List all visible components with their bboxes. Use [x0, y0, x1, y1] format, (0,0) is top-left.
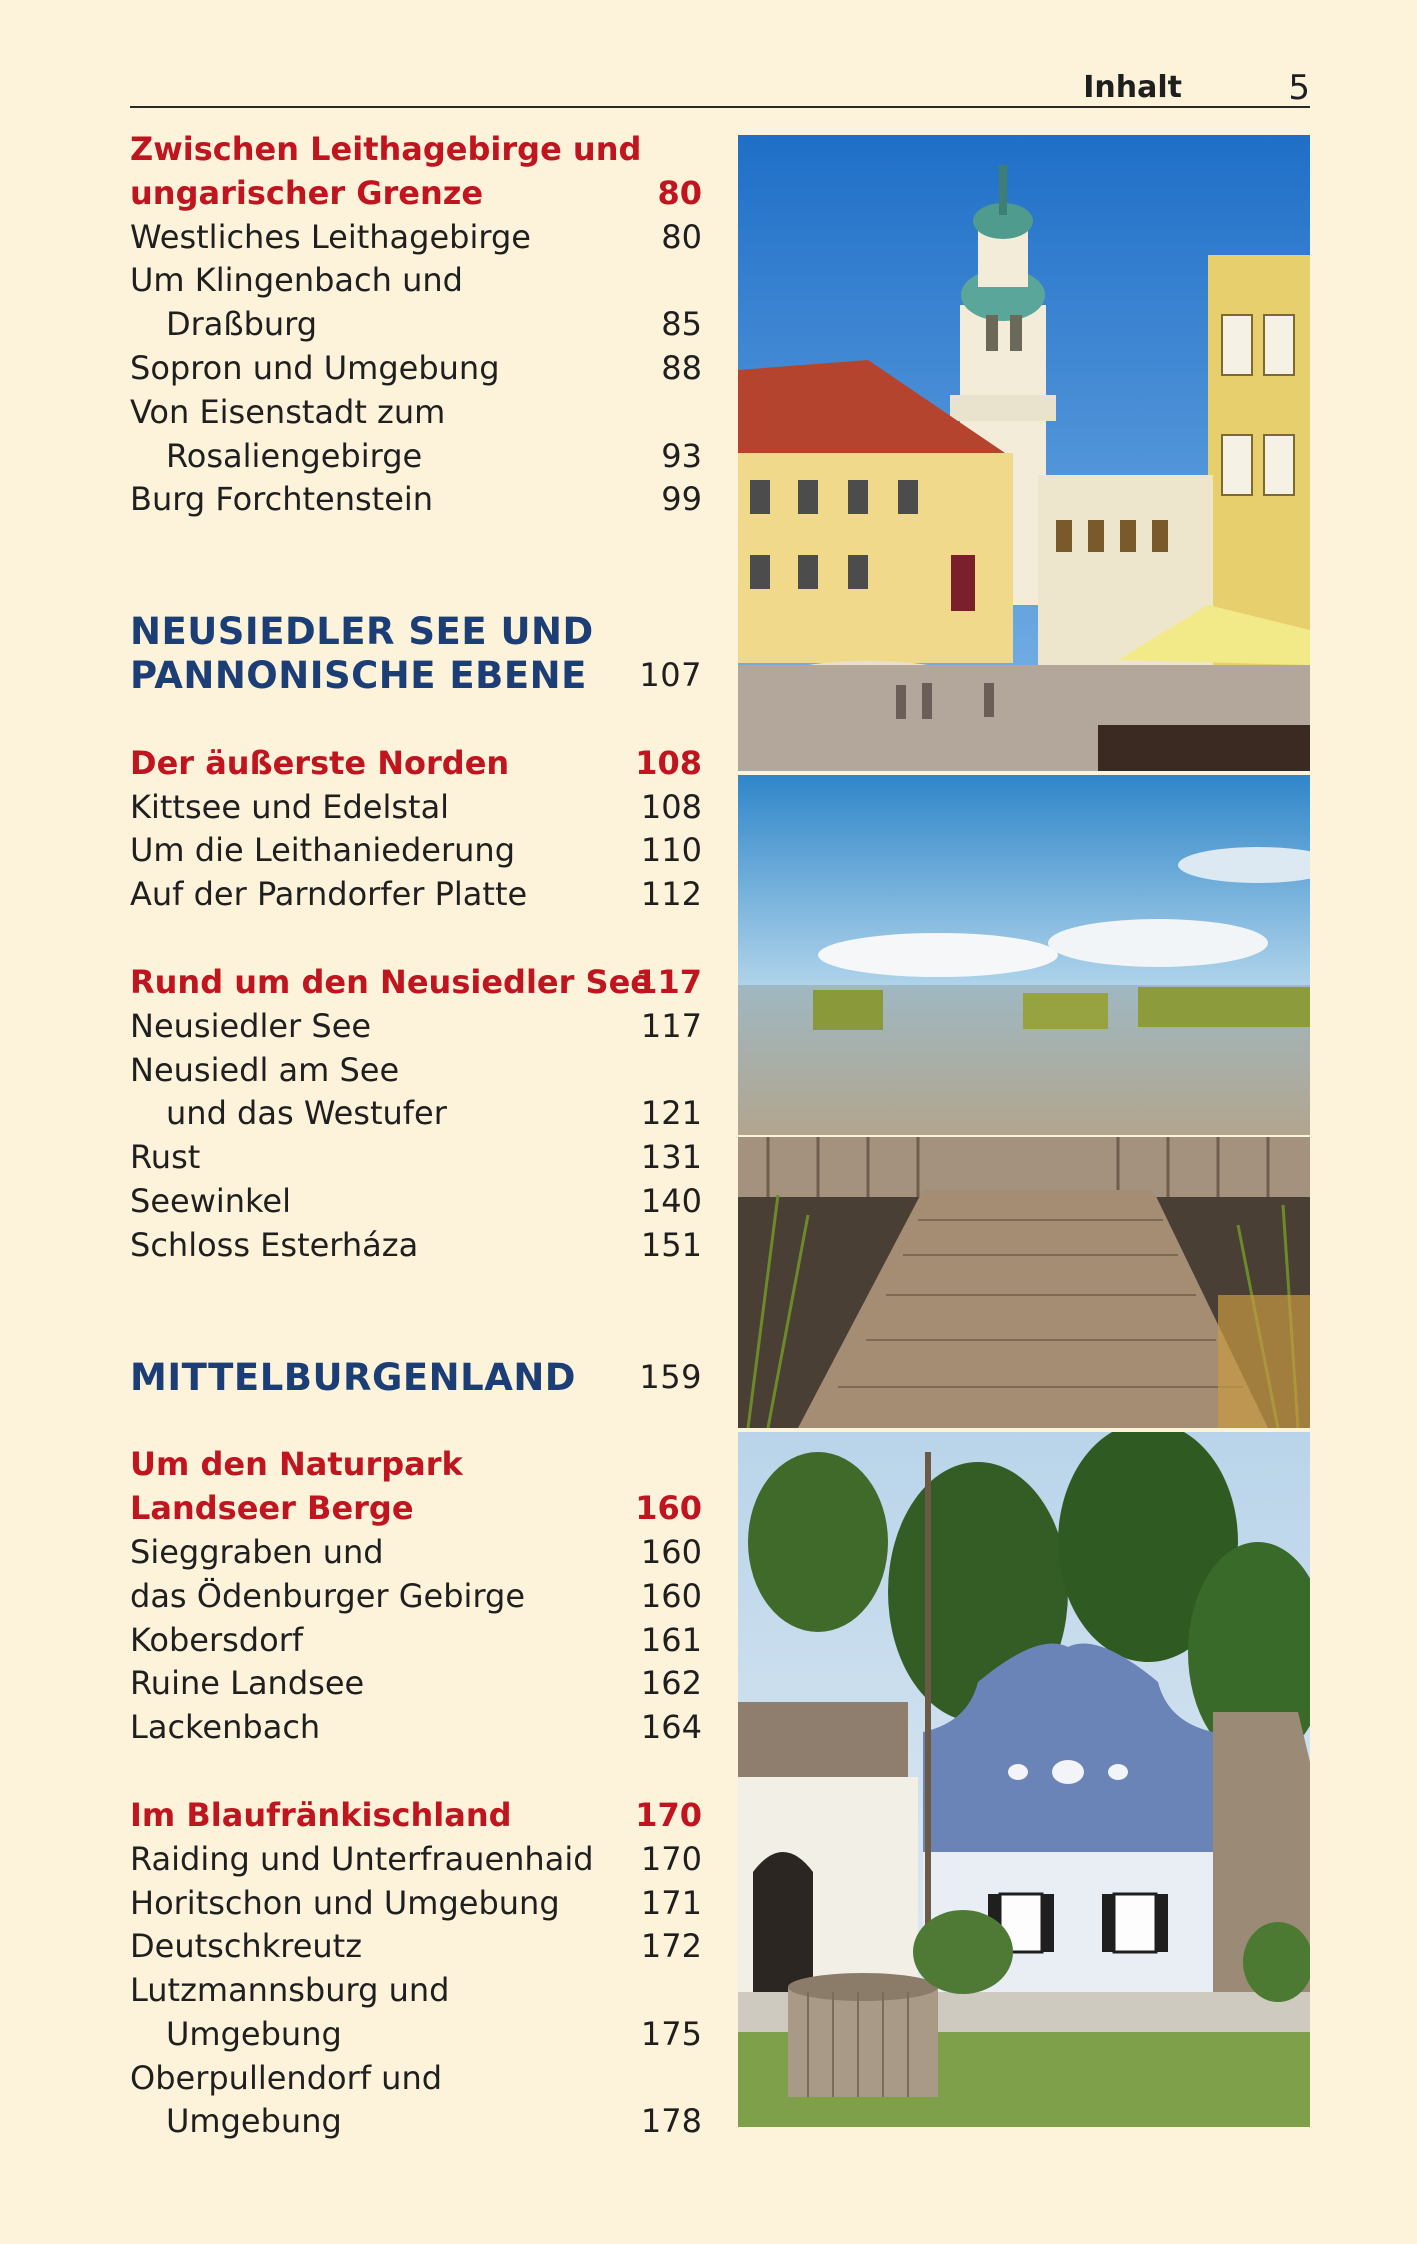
toc-page-number: 162 [640, 1664, 702, 1703]
toc-spacer [130, 1750, 702, 1794]
toc-entry-row[interactable] [130, 216, 702, 260]
toc-chapter-row[interactable] [130, 654, 702, 698]
toc-page-number: 80 [657, 173, 702, 212]
toc-entry-row[interactable] [130, 1662, 702, 1706]
lake-jetty-photo [738, 775, 1310, 1428]
toc-section-row[interactable] [130, 1443, 702, 1487]
toc-entry-row[interactable] [130, 1049, 702, 1093]
toc-entry-row[interactable] [130, 1180, 702, 1224]
toc-spacer [130, 1268, 702, 1356]
toc-title: Raiding und Unterfrauenhaid [130, 1839, 594, 1878]
toc-title: Sieggraben und [130, 1532, 384, 1571]
toc-title: Kittsee und Edelstal [130, 787, 450, 826]
toc-entry-row[interactable] [130, 478, 702, 522]
toc-page-number: 160 [640, 1532, 702, 1571]
toc-title: Lutzmannsburg und [130, 1971, 450, 2010]
toc-entry-row[interactable] [130, 1575, 702, 1619]
toc-title: Um die Leithaniederung [130, 831, 515, 870]
toc-page-number: 151 [640, 1225, 702, 1264]
page-number: 5 [1288, 68, 1310, 108]
toc-title: Horitschon und Umgebung [130, 1883, 560, 1922]
toc-page-number: 88 [661, 348, 702, 387]
toc-page-number: 117 [640, 1006, 702, 1045]
toc-title: Zwischen Leithagebirge und [130, 130, 642, 168]
toc-title: Westliches Leithagebirge [130, 217, 531, 256]
town-square-with-tower-photo [738, 135, 1310, 771]
toc-chapter-row[interactable] [130, 610, 702, 654]
toc-title: MITTELBURGENLAND [130, 1355, 577, 1399]
toc-page-number: 99 [661, 480, 702, 519]
toc-entry-row[interactable] [130, 1224, 702, 1268]
toc-title: Sopron und Umgebung [130, 348, 500, 387]
toc-section-row[interactable] [130, 961, 702, 1005]
toc-page-number: 170 [640, 1839, 702, 1878]
table-of-contents [130, 128, 702, 2144]
toc-entry-row[interactable] [130, 435, 702, 479]
toc-title: Umgebung [166, 2102, 342, 2141]
toc-entry-row[interactable] [130, 829, 702, 873]
toc-entry-row[interactable] [130, 1969, 702, 2013]
toc-entry-row[interactable] [130, 1882, 702, 1926]
toc-title: Umgebung [166, 2014, 342, 2053]
toc-title: Ruine Landsee [130, 1664, 365, 1703]
toc-title: und das Westufer [166, 1094, 447, 1133]
toc-title: Von Eisenstadt zum [130, 392, 446, 431]
toc-title: PANNONISCHE EBENE [130, 653, 587, 697]
toc-entry-row[interactable] [130, 303, 702, 347]
toc-entry-row[interactable] [130, 1838, 702, 1882]
toc-page-number: 80 [661, 217, 702, 256]
toc-page-number: 117 [635, 962, 702, 1001]
toc-title: ungarischer Grenze [130, 173, 484, 212]
toc-page-number: 140 [640, 1181, 702, 1220]
toc-entry-row[interactable] [130, 1706, 702, 1750]
toc-title: Landseer Berge [130, 1489, 414, 1528]
toc-page-number: 107 [639, 655, 702, 694]
toc-title: NEUSIEDLER SEE UND [130, 610, 594, 654]
toc-entry-row[interactable] [130, 1619, 702, 1663]
toc-page-number: 93 [661, 436, 702, 475]
toc-entry-row[interactable] [130, 2057, 702, 2101]
toc-title: Deutschkreutz [130, 1927, 362, 1966]
toc-entry-row[interactable] [130, 1092, 702, 1136]
toc-title: Draßburg [166, 305, 318, 344]
toc-title: Der äußerste Norden [130, 743, 510, 782]
toc-page-number: 170 [635, 1795, 702, 1834]
toc-page-number: 110 [640, 831, 702, 870]
toc-title: Um den Naturpark [130, 1445, 463, 1484]
toc-entry-row[interactable] [130, 1925, 702, 1969]
toc-chapter-row[interactable] [130, 1356, 702, 1400]
toc-title: Kobersdorf [130, 1620, 304, 1659]
toc-spacer [130, 522, 702, 610]
toc-page-number: 160 [635, 1489, 702, 1528]
toc-page-number: 108 [640, 787, 702, 826]
toc-title: Neusiedler See [130, 1006, 372, 1045]
toc-entry-row[interactable] [130, 786, 702, 830]
toc-spacer [130, 917, 702, 961]
section-title: Inhalt [1083, 70, 1182, 105]
toc-section-row[interactable] [130, 742, 702, 786]
toc-section-row[interactable] [130, 1487, 702, 1531]
toc-page-number: 85 [661, 305, 702, 344]
toc-entry-row[interactable] [130, 873, 702, 917]
toc-title: Rund um den Neusiedler See [130, 962, 652, 1001]
toc-page-number: 164 [640, 1708, 702, 1747]
toc-entry-row[interactable] [130, 347, 702, 391]
toc-title: Auf der Parndorfer Platte [130, 875, 528, 914]
toc-page-number: 131 [640, 1138, 702, 1177]
toc-page-number: 175 [640, 2014, 702, 2053]
toc-title: Rosaliengebirge [166, 436, 423, 475]
toc-page-number: 172 [640, 1927, 702, 1966]
toc-title: Neusiedl am See [130, 1050, 400, 1089]
toc-title: das Ödenburger Gebirge [130, 1576, 526, 1615]
toc-title: Im Blaufränkischland [130, 1795, 512, 1834]
toc-page-number: 112 [640, 875, 702, 914]
toc-page-number: 159 [639, 1357, 702, 1396]
toc-entry-row[interactable] [130, 1005, 702, 1049]
toc-spacer [130, 698, 702, 742]
toc-title: Burg Forchtenstein [130, 480, 434, 519]
toc-title: Um Klingenbach und [130, 261, 463, 300]
toc-entry-row[interactable] [130, 391, 702, 435]
blue-farmhouse-photo [738, 1432, 1310, 2127]
toc-page-number: 161 [640, 1620, 702, 1659]
toc-entry-row[interactable] [130, 1531, 702, 1575]
toc-page-number: 178 [640, 2102, 702, 2141]
toc-title: Lackenbach [130, 1708, 321, 1747]
toc-entry-row[interactable] [130, 1136, 702, 1180]
toc-section-row[interactable] [130, 128, 702, 172]
toc-page-number: 171 [640, 1883, 702, 1922]
toc-title: Rust [130, 1138, 201, 1177]
toc-title: Schloss Esterháza [130, 1225, 419, 1264]
toc-page-number: 121 [640, 1094, 702, 1133]
toc-title: Seewinkel [130, 1181, 291, 1220]
toc-entry-row[interactable] [130, 2013, 702, 2057]
toc-spacer [130, 1399, 702, 1443]
toc-entry-row[interactable] [130, 259, 702, 303]
toc-section-row[interactable] [130, 1794, 702, 1838]
page-header [130, 68, 1310, 108]
toc-page-number: 108 [635, 743, 702, 782]
toc-entry-row[interactable] [130, 2100, 702, 2144]
toc-title: Oberpullendorf und [130, 2058, 443, 2097]
toc-section-row[interactable] [130, 172, 702, 216]
toc-page-number: 160 [640, 1576, 702, 1615]
